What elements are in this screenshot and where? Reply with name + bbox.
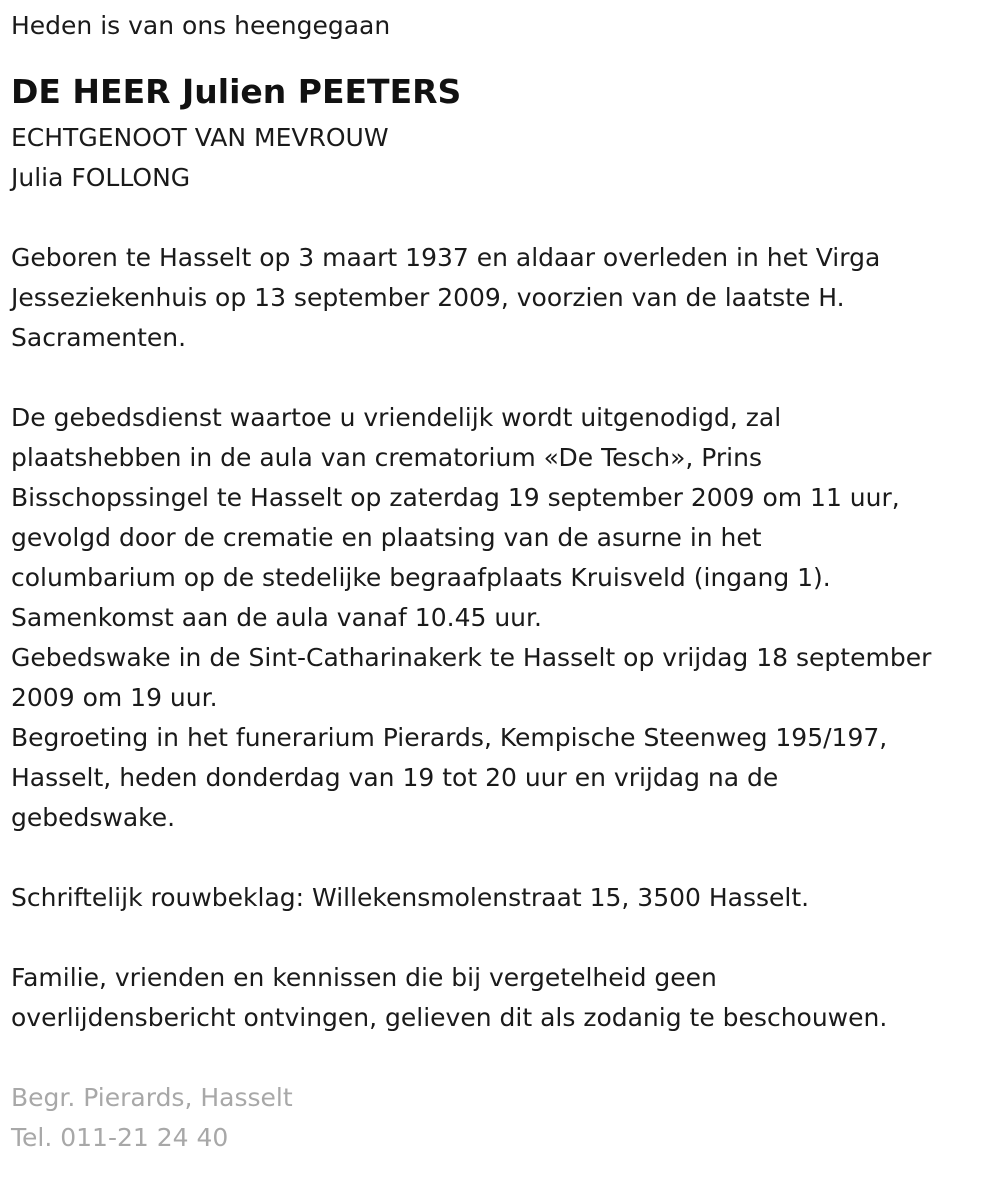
condolence-address: Schriftelijk rouwbeklag: Willekensmolenstraat 15, 3500 Hasselt.: [11, 883, 810, 912]
paragraph-line: De gebedsdienst waartoe u vriendelijk wordt uitgenodigd, zal: [11, 403, 782, 432]
birth-death-paragraph: [11, 238, 1000, 358]
undertaker-phone: Tel. 011-21 24 40: [11, 1123, 229, 1152]
paragraph-line: gevolgd door de crematie en plaatsing van de asurne in het: [11, 523, 762, 552]
paragraph-line: overlijdensbericht ontvingen, gelieven dit als zodanig te beschouwen.: [11, 1003, 888, 1032]
paragraph-line: 2009 om 19 uur.: [11, 683, 218, 712]
condolence-paragraph: [11, 878, 1000, 918]
paragraph-line: Jesseziekenhuis op 13 september 2009, voorzien van de laatste H.: [11, 283, 845, 312]
undertaker-name: Begr. Pierards, Hasselt: [11, 1083, 293, 1112]
paragraph-line: gebedswake.: [11, 803, 176, 832]
intro-text: Heden is van ons heengegaan: [11, 11, 391, 40]
spouse-name: Julia FOLLONG: [11, 163, 191, 192]
paragraph-line: Hasselt, heden donderdag van 19 tot 20 uur en vrijdag na de: [11, 763, 779, 792]
paragraph-line: Gebedswake in de Sint-Catharinakerk te Hasselt op vrijdag 18 september: [11, 643, 932, 672]
paragraph-line: plaatshebben in de aula van crematorium «De Tesch», Prins: [11, 443, 763, 472]
paragraph-line: Geboren te Hasselt op 3 maart 1937 en aldaar overleden in het Virga: [11, 243, 881, 272]
spouse-label: ECHTGENOOT VAN MEVROUW: [11, 123, 389, 152]
paragraph-line: Sacramenten.: [11, 323, 187, 352]
paragraph-line: Begroeting in het funerarium Pierards, Kempische Steenweg 195/197,: [11, 723, 888, 752]
paragraph-line: Bisschopssingel te Hasselt op zaterdag 19 september 2009 om 11 uur,: [11, 483, 900, 512]
service-paragraph: [11, 398, 1000, 838]
paragraph-line: Familie, vrienden en kennissen die bij vergetelheid geen: [11, 963, 717, 992]
paragraph-line: Samenkomst aan de aula vanaf 10.45 uur.: [11, 603, 542, 632]
paragraph-line: columbarium op de stedelijke begraafplaats Kruisveld (ingang 1).: [11, 563, 831, 592]
family-paragraph: [11, 958, 1000, 1038]
spouse-section: [11, 118, 1000, 198]
undertaker-footer: [11, 1078, 1000, 1158]
deceased-name: DE HEER Julien PEETERS: [11, 72, 462, 111]
